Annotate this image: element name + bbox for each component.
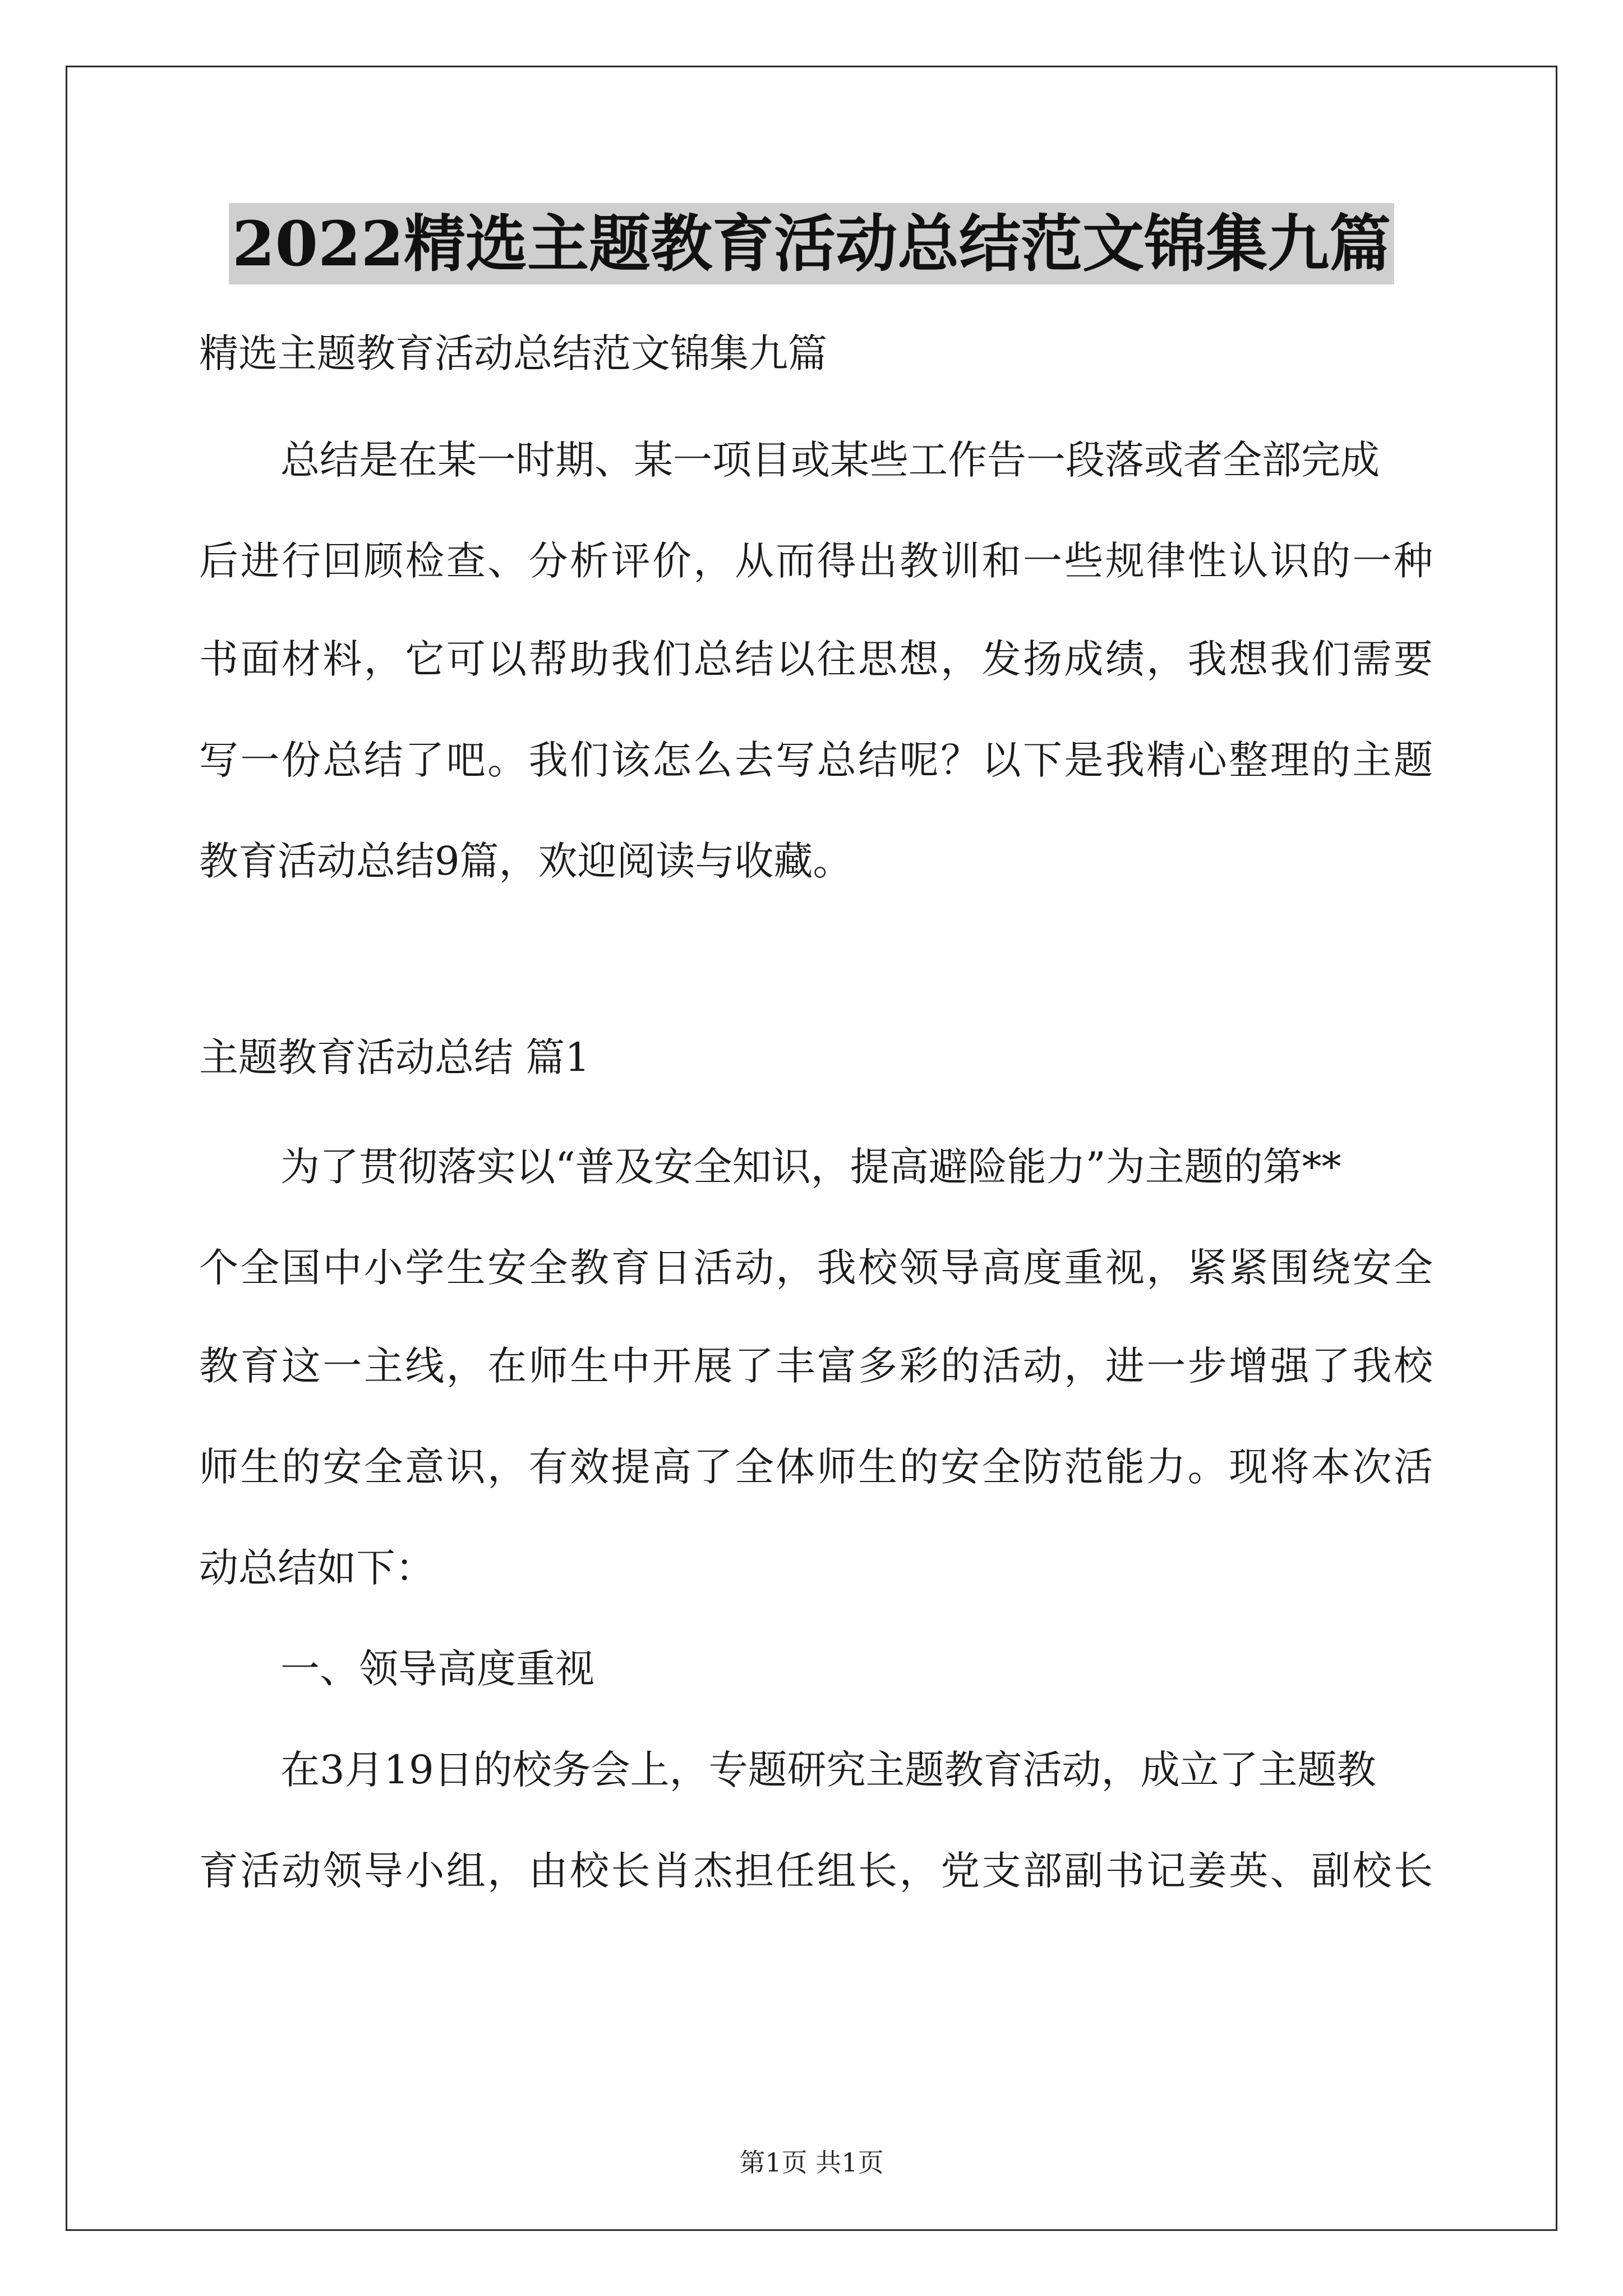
section-line: 动总结如下： <box>199 1545 435 1591</box>
page-footer: 第1页 共1页 <box>739 2147 884 2178</box>
section-line: 师生的安全意识，有效提高了全体师生的安全防范能力。现将本次活 <box>199 1444 1433 1490</box>
paragraph-line: 育活动领导小组，由校长肖杰担任组长，党支部副书记姜英、副校长 <box>199 1848 1433 1894</box>
intro-line: 总结是在某一时期、某一项目或某些工作告一段落或者全部完成 <box>280 437 1380 483</box>
intro-line: 写一份总结了吧。我们该怎么去写总结呢？以下是我精心整理的主题 <box>199 737 1433 783</box>
document-title: 2022精选主题教育活动总结范文锦集九篇 <box>0 205 1623 283</box>
intro-line: 后进行回顾检查、分析评价，从而得出教训和一些规律性认识的一种 <box>199 538 1433 584</box>
paragraph-line: 在3月19日的校务会上，专题研究主题教育活动，成立了主题教 <box>280 1747 1376 1793</box>
section-heading: 主题教育活动总结 篇1 <box>199 1034 590 1080</box>
section-line: 为了贯彻落实以“普及安全知识，提高避险能力”为主题的第** <box>280 1144 1341 1190</box>
section-line: 个全国中小学生安全教育日活动，我校领导高度重视，紧紧围绕安全 <box>199 1245 1433 1291</box>
intro-line: 书面材料，它可以帮助我们总结以往思想，发扬成绩，我想我们需要 <box>199 636 1433 682</box>
document-subtitle: 精选主题教育活动总结范文锦集九篇 <box>199 330 827 376</box>
intro-line: 教育活动总结9篇，欢迎阅读与收藏。 <box>199 838 852 884</box>
section-line: 教育这一主线，在师生中开展了丰富多彩的活动，进一步增强了我校 <box>199 1343 1433 1389</box>
subheading: 一、领导高度重视 <box>280 1646 594 1692</box>
